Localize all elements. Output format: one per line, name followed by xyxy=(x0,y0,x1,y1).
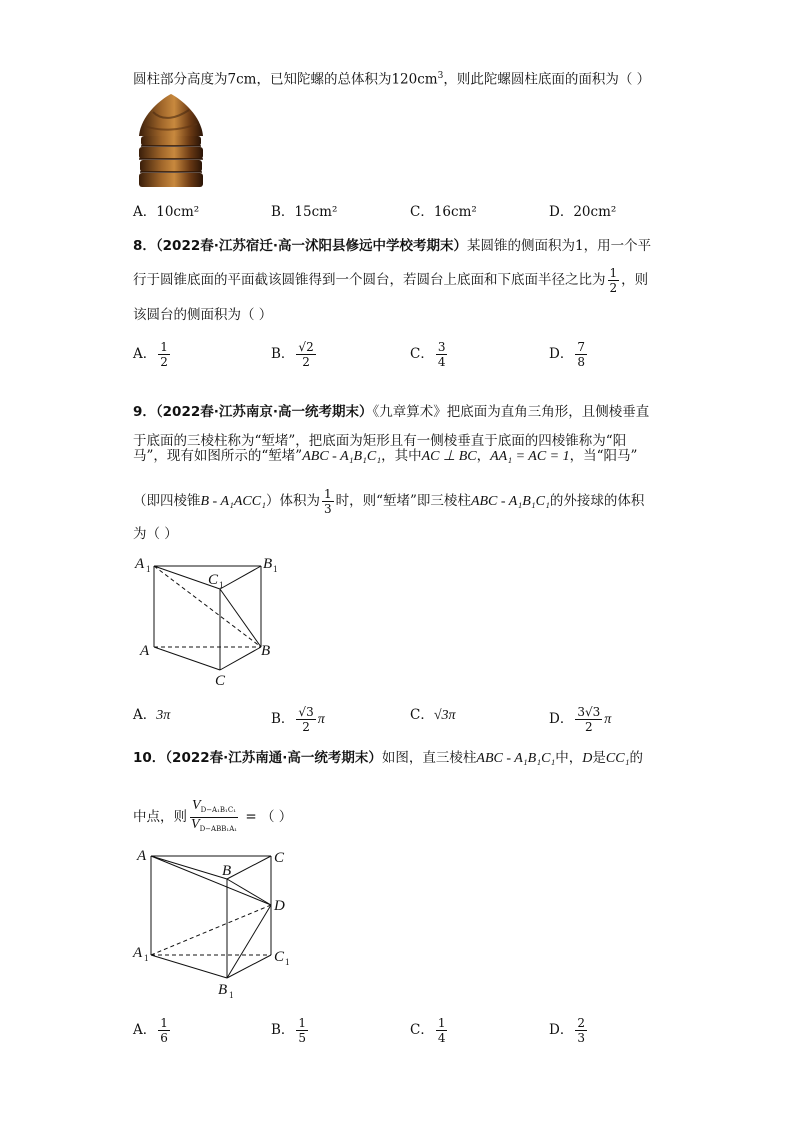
q10-option-c: C． $\frac{1}{4}$ xyxy=(410,1016,446,1045)
q9-prism-figure xyxy=(130,552,290,692)
svg-text:1: 1 xyxy=(219,580,224,590)
q9-option-b: B． $\frac{√3}{2}$ π xyxy=(271,705,325,734)
svg-text:1: 1 xyxy=(285,957,290,967)
q8-option-d: D． $\frac{7}{8}$ xyxy=(549,340,585,369)
q10-line1: 10．（2022春·江苏南通·高一统考期末）如图，直三棱柱ABC - A₁B₁C₁中，D是CC₁的 xyxy=(133,750,643,766)
q9-label-a: A xyxy=(140,643,150,659)
q9-line-3: 马”，现有如图所示的“堑堵”ABC - A₁B₁C₁，其中AC ⊥ BC，AA₁ = AC = 1，当“阳马” xyxy=(133,448,638,464)
q9-option-a: A．3π xyxy=(133,707,171,723)
q9-edge-c1-b xyxy=(220,589,261,647)
q10-label-b: B xyxy=(222,863,232,879)
q8-line1: 8．（2022春·江苏宿迁·高一沭阳县修远中学校考期末）某圆锥的侧面积为1，用一个平 xyxy=(133,238,652,254)
q10-edge-a1-b1 xyxy=(151,955,227,978)
q10-label-b1: B xyxy=(218,982,228,998)
q10-edge-b-d xyxy=(227,879,271,905)
q9-line4: （即四棱锥B - A₁ACC₁）体积为 $\frac{1}{3}$ 时，则“堑堵”即三棱柱ABC - A₁B₁C₁的外接球的体积 xyxy=(133,487,645,516)
q9-label-c1: C xyxy=(208,572,219,588)
q10-option-b: B． $\frac{1}{5}$ xyxy=(271,1016,307,1045)
q7-option-a: A．10cm² xyxy=(133,204,200,220)
q9-label-b: B xyxy=(261,643,271,659)
q7-option-d: D．20cm² xyxy=(549,204,617,220)
q10-label-a1: A xyxy=(133,945,143,961)
q10-edge-b-c xyxy=(227,856,271,879)
q9-option-d: D． $\frac{3√3}{2}$ π xyxy=(549,705,612,734)
q9-label-b1: B xyxy=(263,556,273,572)
q10-edge-a-b xyxy=(151,856,227,879)
q10-label-c: C xyxy=(274,850,285,866)
q10-label-d: D xyxy=(274,898,285,914)
q10-edge-a1-d xyxy=(151,905,271,955)
q10-label-a: A xyxy=(137,848,147,864)
q9-edge-c-b xyxy=(220,647,261,670)
q9-edge-a-c xyxy=(154,647,220,670)
q9-label-c: C xyxy=(215,673,226,689)
q8-option-c: C． $\frac{3}{4}$ xyxy=(410,340,446,369)
q8-line3: 该圆台的侧面积为（ ） xyxy=(133,307,273,323)
q8-option-a: A． $\frac{1}{2}$ xyxy=(133,340,168,369)
q10-option-d: D． $\frac{2}{3}$ xyxy=(549,1016,585,1045)
q9-line1: 9．（2022春·江苏南京·高一统考期末）《九章算术》把底面为直角三角形，且侧棱垂直 xyxy=(133,404,650,420)
q7-stem-tail: 圆柱部分高度为7cm，已知陀螺的总体积为$120cm^3$，则此陀螺圆柱底面的面积为（ ） xyxy=(133,71,651,88)
q7-option-c: C．16cm² xyxy=(410,204,477,220)
q8-option-b: B． $\frac{√2}{2}$ xyxy=(271,340,314,369)
svg-text:1: 1 xyxy=(229,990,234,1000)
q9-line5: 为（ ） xyxy=(133,526,178,542)
svg-text:1: 1 xyxy=(144,953,149,963)
q9-edge-c1-b1 xyxy=(220,566,261,589)
q9-line2: 于底面的三棱柱称为“堑堵”，把底面为矩形且有一侧棱垂直于底面的四棱锥称为“阳 xyxy=(133,433,627,449)
svg-text:1: 1 xyxy=(273,564,278,574)
q9-label-a1: A xyxy=(135,556,145,572)
q10-line2: 中点，则 $\frac{V_{D-A_1B_1C_1}}{V_{D-ABB_1A_1}}$ = （ ） xyxy=(133,798,293,834)
q10-prism-figure xyxy=(130,844,300,1002)
q8-line2: 行于圆锥底面的平面截该圆锥得到一个圆台，若圆台上底面和下底面半径之比为 $\frac{1}{2}$ ，则 xyxy=(133,266,649,295)
q10-option-a: A． $\frac{1}{6}$ xyxy=(133,1016,168,1045)
spinning-top-image xyxy=(133,92,209,190)
q10-edge-a-d xyxy=(151,856,271,905)
q7-option-b: B．15cm² xyxy=(271,204,338,220)
q10-label-c1: C xyxy=(274,949,285,965)
svg-text:1: 1 xyxy=(146,564,151,574)
q9-option-c: C．√3π xyxy=(410,707,456,723)
